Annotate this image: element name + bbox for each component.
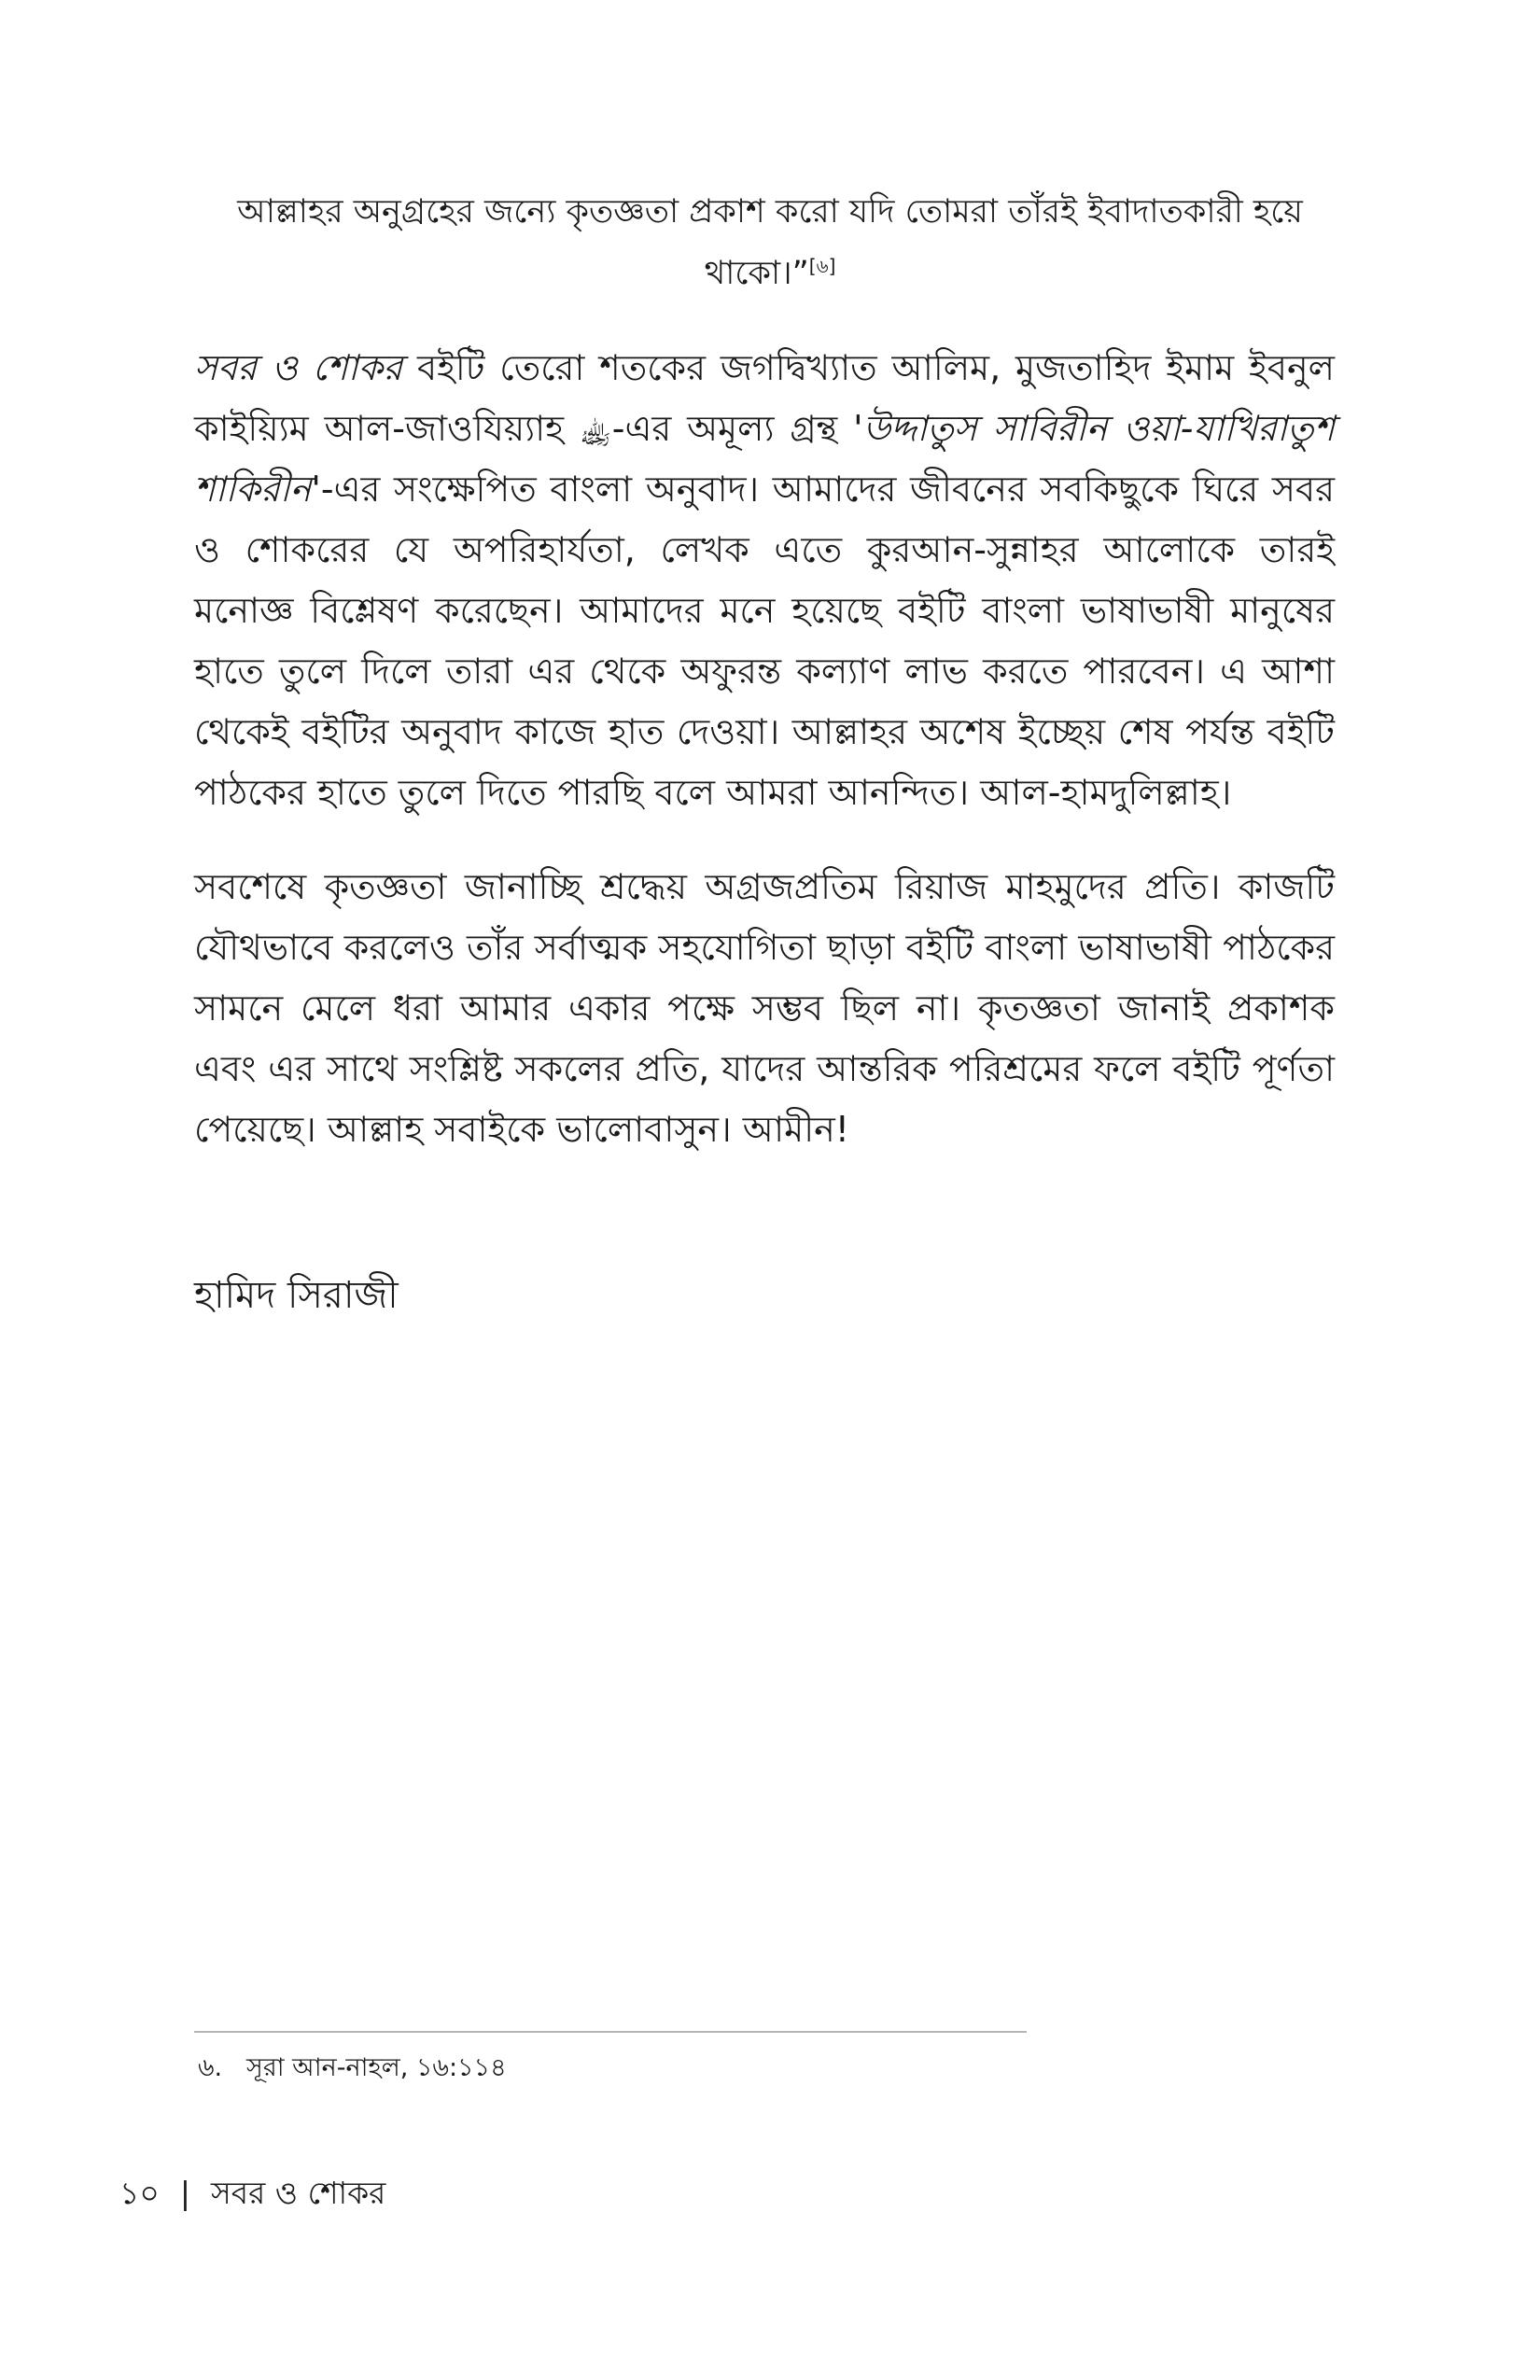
footer-separator: | [179,2175,190,2211]
translator-signature: হামিদ সিরাজী [194,1274,399,1317]
footnote-number: ৬. [198,2053,223,2082]
quote-block [215,185,1325,301]
footnote [198,2050,507,2087]
page-number: ১০ [119,2175,160,2211]
footnote-divider [194,2031,1027,2033]
footnote-text: সূরা আন-নাহল, ১৬:১১৪ [246,2053,507,2082]
source-book-title-italic: উদ্দাতুস সাবিরীন ওয়া-যাখিরাতুশ শাকিরীন [194,408,1335,510]
book-title-italic: সবর ও শোকর [194,347,403,388]
intro-paragraph [194,338,1335,823]
quote-text: আল্লাহর অনুগ্রহের জন্যে কৃতজ্ঞতা প্রকাশ করো যদি তোমরা তাঁরই ইবাদাতকারী হয়ে থাকো।” [237,193,1303,292]
intro-text-part2: '-এর সংক্ষেপিত বাংলা অনুবাদ। আমাদের জীবনের সবকিছুকে ঘিরে সবর ও শোকরের যে অপরিহার্যতা, লেখক এতে কুরআন-সুন্নাহর আলোকে তারই মনোজ্ঞ বিশ্লেষণ করেছেন। আমাদের মনে হয়েছে বইটি বাংলা ভাষাভাষী মানুষের হাতে তুলে দিলে তারা এর থেকে অফুরন্ত কল্যাণ লাভ করতে পারবেন। এ আশা থেকেই বইটির অনুবাদ কাজে হাত দেওয়া। আল্লাহর অশেষ ইচ্ছেয় শেষ পর্যন্ত বইটি পাঠকের হাতে তুলে দিতে পারছি বলে আমরা আনন্দিত। আল-হামদুলিল্লাহ। [194,469,1335,813]
page-footer [119,2170,385,2217]
acknowledgement-paragraph: সবশেষে কৃতজ্ঞতা জানাচ্ছি শ্রদ্ধেয় অগ্রজপ্রতিম রিয়াজ মাহমুদের প্রতি। কাজটি যৌথভাবে করলেও তাঁর সর্বাত্মক সহযোগিতা ছাড়া বইটি বাংলা ভাষাভাষী পাঠকের সামনে মেলে ধরা আমার একার পক্ষে সম্ভব ছিল না। কৃতজ্ঞতা জানাই প্রকাশক এবং এর সাথে সংশ্লিষ্ট সকলের প্রতি, যাদের আন্তরিক পরিশ্রমের ফলে বইটি পূর্ণতা পেয়েছে। আল্লাহ সবাইকে ভালোবাসুন। আমীন! [194,866,1335,1150]
running-title: সবর ও শোকর [211,2175,386,2211]
footnote-reference[interactable]: [৬] [808,255,836,277]
intro-text-part1: বইটি তেরো শতকের জগদ্বিখ্যাত আলিম, মুজতাহিদ ইমাম ইবনুল কাইয়্যিম আল-জাওযিয়্যাহ ﵀-এর অমূল্য গ্রন্থ ' [194,347,1335,449]
